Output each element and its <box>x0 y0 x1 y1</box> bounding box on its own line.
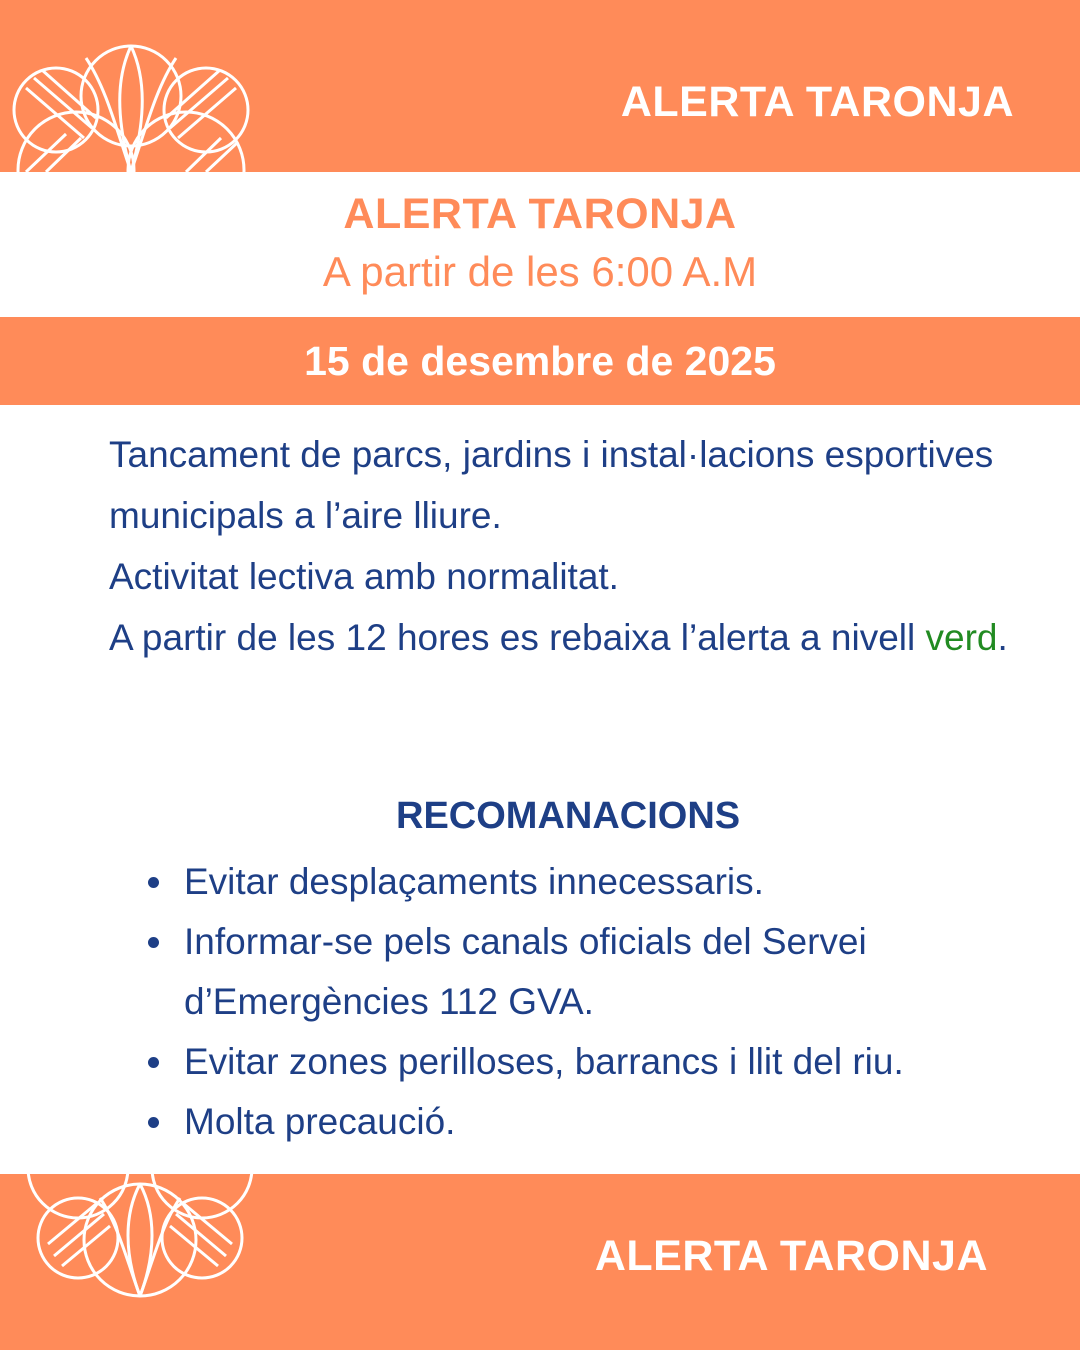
alert-date: 15 de desembre de 2025 <box>304 337 776 384</box>
bullet-icon <box>148 937 159 948</box>
floral-ornament-icon <box>6 38 256 172</box>
date-banner <box>0 317 1080 405</box>
list-item <box>184 1092 1064 1152</box>
list-item <box>184 852 1064 912</box>
recommendation-text: Molta precaució. <box>184 1101 456 1142</box>
closure-notice: Tancament de parcs, jardins i instal·lacions esportives municipals a l’aire lliure. <box>109 434 994 536</box>
floral-ornament-icon <box>20 1174 270 1304</box>
recommendation-text: Informar-se pels canals oficials del Servei d’Emergències 112 GVA. <box>184 921 867 1022</box>
recommendation-text: Evitar zones perilloses, barrancs i llit del riu. <box>184 1041 904 1082</box>
recommendations-list <box>184 852 1064 1152</box>
recommendations-heading: RECOMANACIONS <box>396 795 741 837</box>
bullet-icon <box>148 1117 159 1128</box>
footer-alert-title: ALERTA TARONJA <box>594 1232 988 1280</box>
header-alert-title: ALERTA TARONJA <box>620 78 1014 126</box>
alert-description <box>109 424 1059 668</box>
bullet-icon <box>148 1057 159 1068</box>
downgrade-text: A partir de les 12 hores es rebaixa l’alerta a nivell <box>109 617 926 658</box>
bullet-icon <box>148 877 159 888</box>
downgrade-period: . <box>997 617 1008 658</box>
list-item <box>184 912 1064 1032</box>
recommendation-text: Evitar desplaçaments innecessaris. <box>184 861 764 902</box>
downgrade-level: verd <box>925 617 998 658</box>
list-item <box>184 1032 1064 1092</box>
alert-title: ALERTA TARONJA <box>343 190 737 238</box>
alert-downgrade-notice <box>109 607 1059 668</box>
school-activity-notice: Activitat lectiva amb normalitat. <box>109 556 619 597</box>
alert-start-time: A partir de les 6:00 A.M <box>322 248 758 295</box>
